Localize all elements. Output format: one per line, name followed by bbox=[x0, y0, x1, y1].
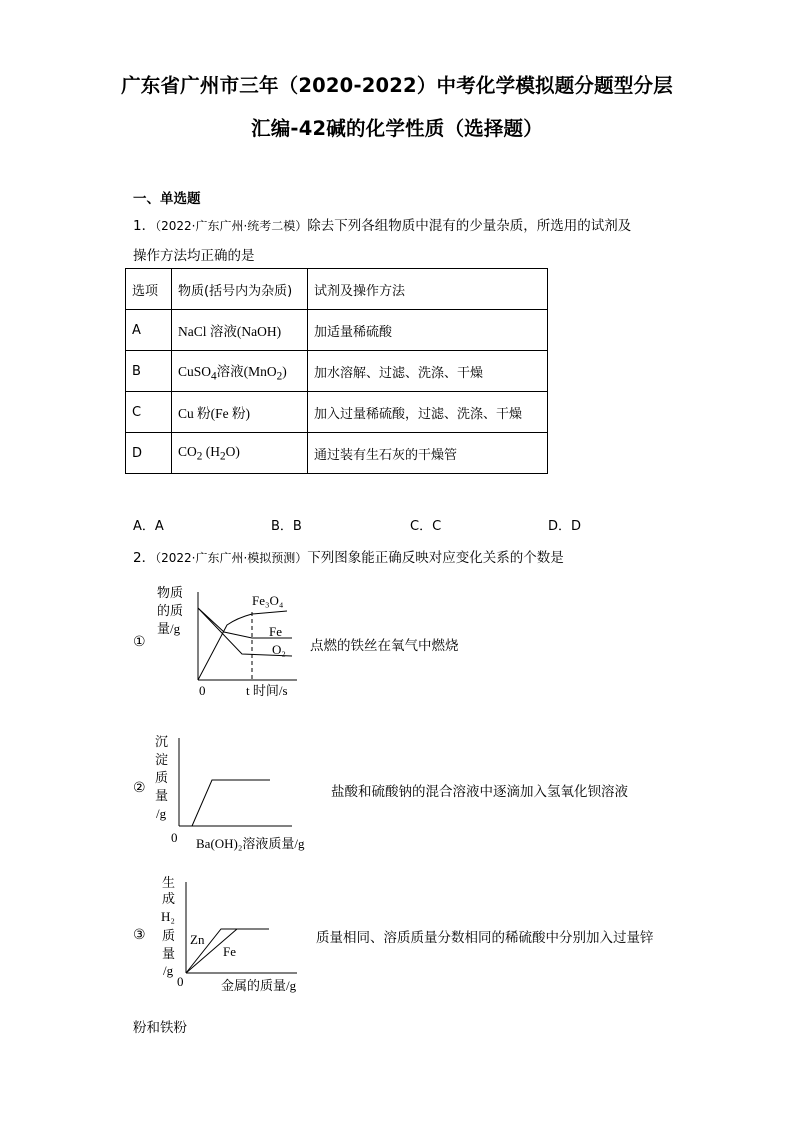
table-cell-substance bbox=[172, 433, 308, 474]
table-row bbox=[126, 310, 548, 351]
question-1-line-1 bbox=[133, 214, 631, 234]
graph-2 bbox=[150, 728, 330, 858]
graph-3-xlabel: 金属的质量/g bbox=[221, 978, 297, 993]
graph-1-origin: 0 bbox=[199, 683, 206, 698]
document-title-line-2: 汇编-42碱的化学性质（选择题） bbox=[251, 117, 543, 140]
graph-1-ylabel: 量/g bbox=[157, 621, 181, 636]
formula-subscript: 2 bbox=[220, 450, 226, 463]
table-header-row bbox=[126, 269, 548, 310]
options-table bbox=[125, 268, 548, 474]
table-cell-method: 加适量稀硫酸 bbox=[308, 310, 548, 351]
table-cell-method: 通过装有生石灰的干燥管 bbox=[308, 433, 548, 474]
graph-2-ylabel: 质 bbox=[155, 770, 169, 785]
question-number: 2． bbox=[133, 550, 156, 566]
table-cell-substance: Cu 粉(Fe 粉) bbox=[172, 392, 308, 433]
question-1-line-2: 操作方法均正确的是 bbox=[133, 248, 255, 264]
item-description-1: 点燃的铁丝在氧气中燃烧 bbox=[310, 638, 459, 654]
table-cell-method: 加入过量稀硫酸，过滤、洗涤、干燥 bbox=[308, 392, 548, 433]
item-description-3-cont: 粉和铁粉 bbox=[133, 1020, 187, 1036]
table-row bbox=[126, 433, 548, 474]
formula-subscript: 2 bbox=[276, 370, 283, 383]
item-marker-1: ① bbox=[133, 634, 146, 650]
graph-2-origin: 0 bbox=[171, 830, 178, 845]
formula-part: ) bbox=[282, 363, 287, 379]
formula-subscript: 2 bbox=[196, 450, 203, 463]
table-header-cell: 选项 bbox=[126, 269, 172, 310]
question-text: 除去下列各组物质中混有的少量杂质，所选用的试剂及 bbox=[307, 218, 632, 234]
graph-1-series-label: Fe₃O₄ bbox=[252, 593, 284, 608]
graph-2-ylabel: 沉 bbox=[155, 734, 169, 749]
question-source: （2022·广东广州·统考二模） bbox=[155, 219, 308, 233]
choice-c[interactable]: C．C bbox=[410, 519, 442, 534]
graph-3-series-label: Fe bbox=[223, 944, 236, 959]
item-marker-3: ③ bbox=[133, 927, 146, 943]
question-number: 1． bbox=[133, 218, 156, 234]
table-cell-option: A bbox=[126, 310, 172, 351]
table-cell-method: 加水溶解、过滤、洗涤、干燥 bbox=[308, 351, 548, 392]
item-marker-2: ② bbox=[133, 780, 146, 796]
choice-d[interactable]: D．D bbox=[548, 519, 582, 534]
question-2-line bbox=[133, 546, 564, 566]
graph-1-series-label: O₂ bbox=[272, 642, 286, 657]
formula-part: CuSO bbox=[178, 363, 212, 379]
question-source: （2022·广东广州·模拟预测） bbox=[155, 551, 308, 565]
graph-1 bbox=[152, 580, 312, 705]
graph-1-ylabel: 的质 bbox=[157, 603, 184, 618]
choice-b[interactable]: B．B bbox=[271, 519, 302, 534]
table-cell-option: C bbox=[126, 392, 172, 433]
graph-1-series-label: Fe bbox=[269, 624, 282, 639]
table-cell-option: D bbox=[126, 433, 172, 474]
graph-2-ylabel: /g bbox=[156, 806, 167, 821]
graph-2-ylabel: 量 bbox=[155, 788, 169, 803]
table-header-cell: 试剂及操作方法 bbox=[308, 269, 548, 310]
graph-3-ylabel: /g bbox=[163, 963, 174, 978]
table-row bbox=[126, 351, 548, 392]
graph-3-ylabel: 成 bbox=[162, 891, 176, 906]
graph-3-ylabel: 质 bbox=[162, 928, 176, 943]
question-text: 下列图象能正确反映对应变化关系的个数是 bbox=[307, 550, 564, 566]
graph-3 bbox=[155, 870, 315, 998]
graph-3-origin: 0 bbox=[177, 974, 184, 989]
formula-part: (H bbox=[202, 443, 221, 459]
formula-part: O) bbox=[225, 443, 240, 459]
item-description-2: 盐酸和硫酸钠的混合溶液中逐滴加入氢氧化钡溶液 bbox=[331, 784, 628, 800]
table-cell-substance: NaCl 溶液(NaOH) bbox=[172, 310, 308, 351]
formula-subscript: 4 bbox=[211, 370, 217, 383]
table-cell-substance bbox=[172, 351, 308, 392]
graph-1-ylabel: 物质 bbox=[157, 585, 184, 600]
graph-1-xlabel: t 时间/s bbox=[246, 683, 288, 698]
graph-2-xlabel: Ba(OH)₂溶液质量/g bbox=[196, 836, 305, 851]
formula-part: CO bbox=[178, 443, 197, 459]
graph-3-series-label: Zn bbox=[190, 932, 205, 947]
formula-part: 溶液(MnO bbox=[216, 363, 277, 379]
graph-3-ylabel: 量 bbox=[162, 946, 176, 961]
item-description-3: 质量相同、溶质质量分数相同的稀硫酸中分别加入过量锌 bbox=[316, 930, 654, 946]
section-heading: 一、单选题 bbox=[133, 191, 201, 207]
table-row bbox=[126, 392, 548, 433]
choice-a[interactable]: A．A bbox=[133, 519, 164, 534]
graph-2-ylabel: 淀 bbox=[155, 752, 169, 767]
graph-2-precipitate-curve bbox=[192, 780, 270, 826]
document-title-line-1: 广东省广州市三年（2020-2022）中考化学模拟题分题型分层 bbox=[121, 74, 673, 97]
graph-3-ylabel: H₂ bbox=[161, 909, 175, 924]
table-header-cell: 物质(括号内为杂质) bbox=[172, 269, 308, 310]
table-cell-option: B bbox=[126, 351, 172, 392]
graph-3-ylabel: 生 bbox=[162, 875, 176, 890]
